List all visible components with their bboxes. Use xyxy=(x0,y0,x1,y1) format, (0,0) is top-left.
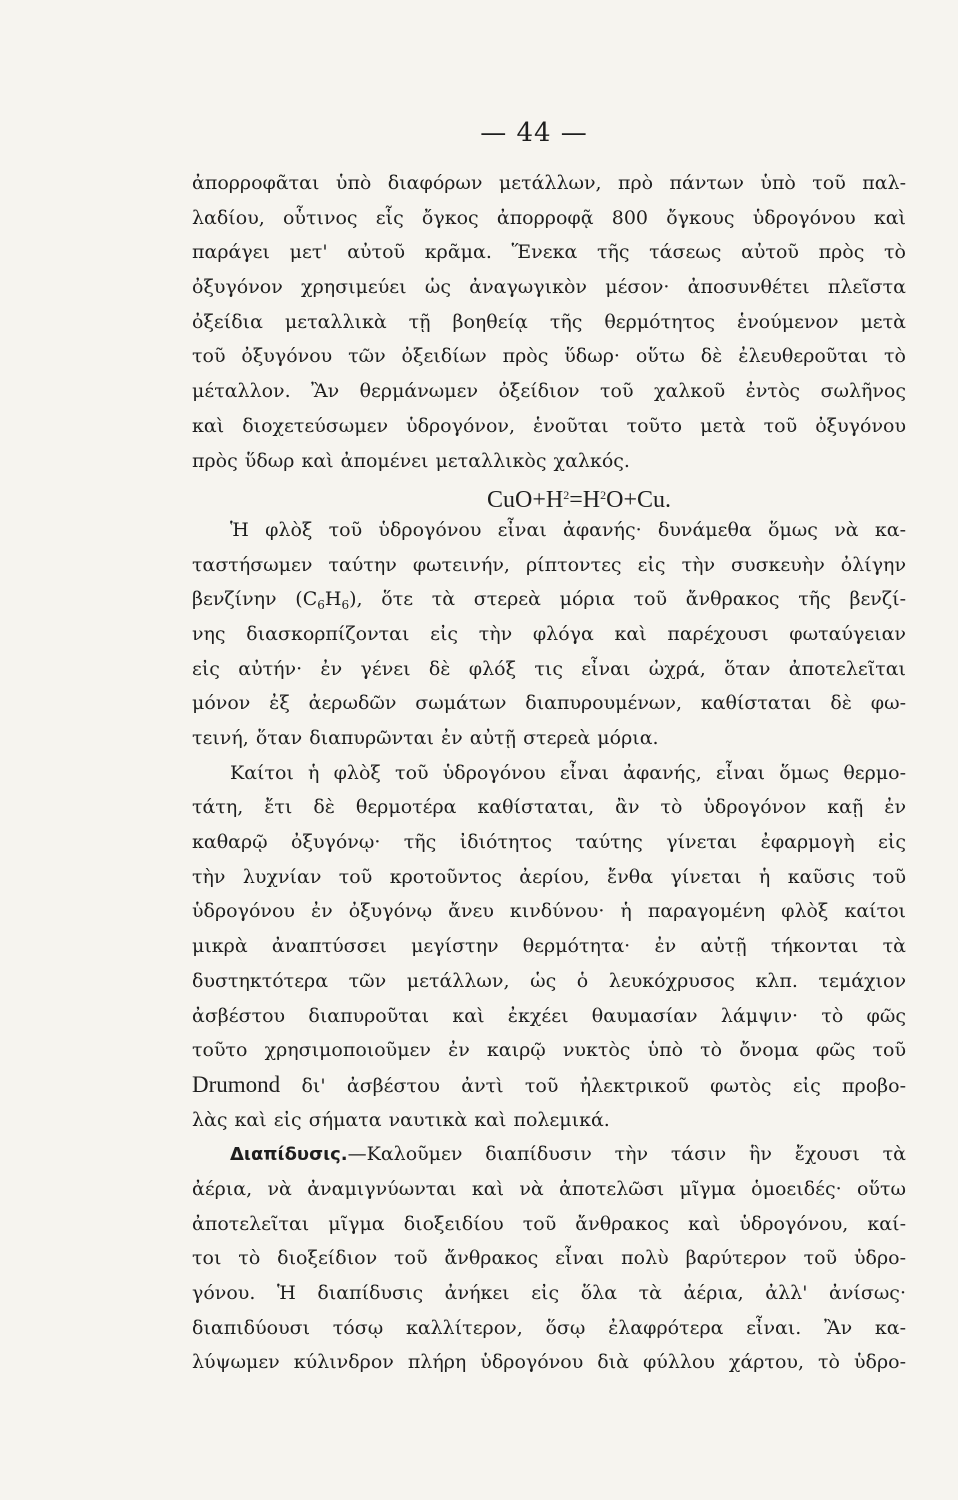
equation-right: O+Cu. xyxy=(606,487,671,514)
text-line: Καίτοι ἡ φλὸξ τοῦ ὑδρογόνου εἶναι ἀφανής, εἶναι ὅμως θερμο- xyxy=(230,761,906,784)
paragraph-flame-heat xyxy=(192,756,906,1138)
paragraph-diffusion xyxy=(192,1137,906,1380)
text-line-benzine: βενζίνην $(C_6H_6)$, ὅτε τὰ στερεὰ μόρια τοῦ ἄνθρακος τῆς βενζί- xyxy=(192,588,906,613)
text-line: πρὸς ὕδωρ καὶ ἀπομένει μεταλλικὸς χαλκός. xyxy=(192,449,630,472)
text-line-drumond: Drumond δι' ἀσβέστου ἀντὶ τοῦ ἠλεκτρικοῦ φωτὸς εἰς προβο- xyxy=(192,1071,906,1097)
text-line: παράγει μετ' αὐτοῦ κρᾶμα. Ἕνεκα τῆς τάσεως αὐτοῦ πρὸς τὸ xyxy=(192,241,906,264)
text-line: τοῦ ὀξυγόνου τῶν ὀξειδίων πρὸς ὕδωρ· οὕτω δὲ ἐλευθεροῦται τὸ xyxy=(192,345,906,368)
text-line: νης διασκορπίζονται εἰς τὴν φλόγα καὶ παρέχουσι φωταύγειαν xyxy=(192,622,906,645)
text-line: τάτη, ἔτι δὲ θερμοτέρα καθίσταται, ἂν τὸ ὑδρογόνον καῇ ἐν xyxy=(192,796,906,819)
text-line: λαδίου, οὗτινος εἷς ὄγκος ἀπορροφᾷ 800 ὄγκους ὑδρογόνου καὶ xyxy=(192,206,906,229)
equation-middle: =H xyxy=(569,487,601,514)
equation-superscript: 2 xyxy=(563,488,570,503)
text-line: δυστηκτότερα τῶν μετάλλων, ὡς ὁ λευκόχρυσος κλπ. τεμάχιον xyxy=(192,969,906,992)
text-line: μόνον ἐξ ἀερωδῶν σωμάτων διαπυρουμένων, καθίσταται δὲ φω- xyxy=(192,692,906,715)
text-line: λὰς καὶ εἰς σήματα ναυτικὰ καὶ πολεμικά. xyxy=(192,1108,610,1131)
paragraph-hydrogen-absorption xyxy=(192,166,906,478)
text-line-diffusion-heading: Διαπίδυσις.—Καλοῦμεν διαπίδυσιν τὴν τάσιν ἣν ἔχουσι τὰ xyxy=(230,1143,906,1166)
text-line: λύψωμεν κύλινδρον πλήρη ὑδρογόνου διὰ φύλλου χάρτου, τὸ ὑδρο- xyxy=(192,1351,906,1374)
equation-left: CuO+H xyxy=(487,487,564,514)
text-line: γόνου. Ἡ διαπίδυσις ἀνήκει εἰς ὅλα τὰ ἀέρια, ἀλλ' ἀνίσως· xyxy=(192,1282,906,1304)
paragraph-flame-visibility xyxy=(192,513,906,756)
text-line: εἰς αὐτήν· ἐν γένει δὲ φλόξ τις εἶναι ὠχρά, ὅταν ἀποτελεῖται xyxy=(192,657,906,680)
text-line: μικρὰ ἀναπτύσσει μεγίστην θερμότητα· ἐν αὐτῇ τήκονται τὰ xyxy=(192,935,906,958)
text-line: καὶ διοχετεύσωμεν ὑδρογόνον, ἑνοῦται τοῦτο μετὰ τοῦ ὀξυγόνου xyxy=(192,414,906,437)
text-line: Ἡ φλὸξ τοῦ ὑδρογόνου εἶναι ἀφανής· δυνάμεθα ὅμως νὰ κα- xyxy=(230,518,906,541)
text-line: ἀσβέστου διαπυροῦται καὶ ἐκχέει θαυμασίαν λάμψιν· τὸ φῶς xyxy=(192,1004,906,1027)
subscript: 6 xyxy=(317,598,325,613)
equation-superscript: 2 xyxy=(600,488,607,503)
text-line: τεινή, ὅταν διαπυρῶνται ἐν αὐτῇ στερεὰ μόρια. xyxy=(192,727,659,749)
text-line: ἀποτελεῖται μῖγμα διοξειδίου τοῦ ἄνθρακος καὶ ὑδρογόνου, καί- xyxy=(192,1212,906,1235)
text-line: ὑδρογόνου ἐν ὀξυγόνῳ ἄνευ κινδύνου· ἡ παραγομένη φλὸξ καίτοι xyxy=(192,900,906,923)
drumond-name: Drumond xyxy=(192,1071,281,1097)
text-line: μέταλλον. Ἂν θερμάνωμεν ὀξείδιον τοῦ χαλκοῦ ἐντὸς σωλῆνος xyxy=(192,380,906,403)
text-line: καθαρῷ ὀξυγόνῳ· τῆς ἰδιότητος ταύτης γίνεται ἐφαρμογὴ εἰς xyxy=(192,831,906,854)
section-heading: Διαπίδυσις. xyxy=(230,1144,348,1166)
subscript: 6 xyxy=(341,598,350,613)
text-line: τοῦτο χρησιμοποιοῦμεν ἐν καιρῷ νυκτὸς ὑπὸ τὸ ὄνομα φῶς τοῦ xyxy=(192,1039,906,1062)
text-line: τοι τὸ διοξείδιον τοῦ ἄνθρακος εἶναι πολὺ βαρύτερον τοῦ ὑδρο- xyxy=(192,1247,906,1270)
text-line: διαπιδύουσι τόσῳ καλλίτερον, ὅσῳ ἐλαφρότερα εἶναι. Ἂν κα- xyxy=(192,1316,906,1339)
page-number: — 44 — xyxy=(480,118,588,148)
text-line: ἀπορροφᾶται ὑπὸ διαφόρων μετάλλων, πρὸ πάντων ὑπὸ τοῦ παλ- xyxy=(192,172,906,194)
chemical-equation xyxy=(192,478,906,513)
text-line: ἀέρια, νὰ ἀναμιγνύωνται καὶ νὰ ἀποτελῶσι μῖγμα ὁμοειδές· οὕτω xyxy=(192,1177,906,1200)
text-line: ὀξείδια μεταλλικὰ τῇ βοηθείᾳ τῆς θερμότητος ἑνούμενον μετὰ xyxy=(192,310,906,333)
text-line: τὴν λυχνίαν τοῦ κροτοῦντος ἀερίου, ἔνθα γίνεται ἡ καῦσις τοῦ xyxy=(192,865,906,888)
page-body xyxy=(192,166,906,1380)
text-line: ὀξυγόνον χρησιμεύει ὡς ἀναγωγικὸν μέσον· ἀποσυνθέτει πλεῖστα xyxy=(192,276,906,299)
text-line: ταστήσωμεν ταύτην φωτεινήν, ρίπτοντες εἰς τὴν συσκευὴν ὀλίγην xyxy=(192,553,906,576)
